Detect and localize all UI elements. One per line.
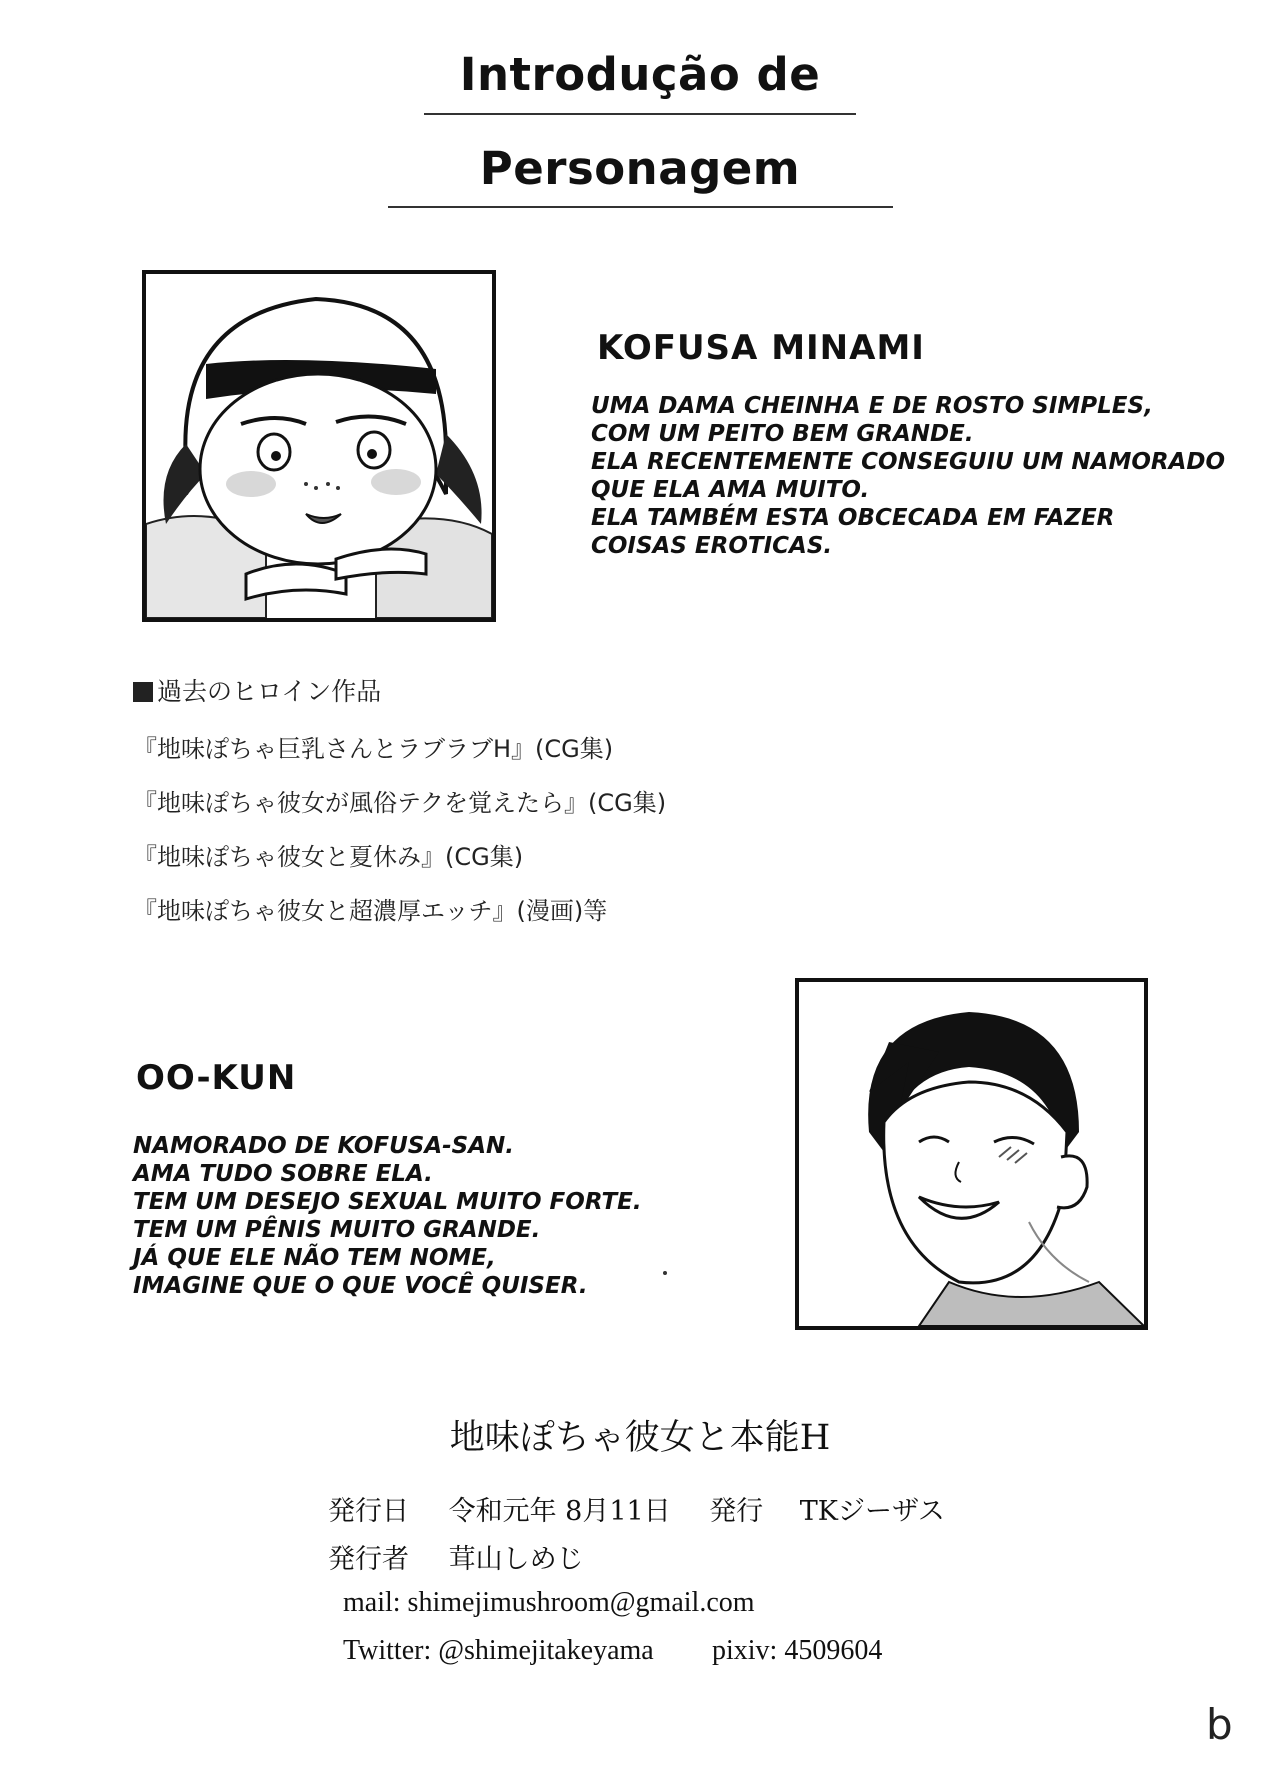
date-value: 令和元年 8月11日 xyxy=(448,1496,671,1527)
page-number: b xyxy=(1206,1700,1233,1749)
description-line: TEM UM DESEJO SEXUAL MUITO FORTE. xyxy=(133,1189,642,1215)
author-label: 発行者 xyxy=(328,1544,409,1575)
past-work-item: 『地味ぽちゃ彼女と夏休み』(CG集) xyxy=(133,843,524,871)
character-name-kofusa: KOFUSA MINAMI xyxy=(597,328,925,368)
contact-twitter: Twitter: @shimejitakeyama xyxy=(343,1635,654,1666)
description-line: IMAGINE QUE O QUE VOCÊ QUISER. xyxy=(133,1273,588,1299)
page-title-line-1: Introdução de xyxy=(459,48,821,101)
date-label: 発行日 xyxy=(328,1496,409,1527)
contact-pixiv: pixiv: 4509604 xyxy=(712,1635,883,1666)
description-line: TEM UM PÊNIS MUITO GRANDE. xyxy=(133,1217,541,1243)
title-underline-1 xyxy=(424,113,856,115)
author-row xyxy=(328,1537,584,1576)
description-line: ELA RECENTEMENTE CONSEGUIU UM NAMORADO xyxy=(591,449,1226,475)
description-line: JÁ QUE ELE NÃO TEM NOME, xyxy=(133,1245,496,1271)
square-bullet-icon xyxy=(133,682,153,702)
author-value: 茸山しめじ xyxy=(448,1544,584,1575)
book-title: 地味ぽちゃ彼女と本能H xyxy=(449,1418,831,1458)
character-description-oo-kun xyxy=(133,1132,642,1300)
past-works-list xyxy=(133,672,666,945)
description-line: UMA DAMA CHEINHA E DE ROSTO SIMPLES, xyxy=(591,393,1153,419)
description-line: QUE ELA AMA MUITO. xyxy=(591,477,870,503)
ink-speck xyxy=(663,1271,667,1275)
description-line: COISAS EROTICAS. xyxy=(591,533,833,559)
description-line: COM UM PEITO BEM GRANDE. xyxy=(591,421,974,447)
publisher-label: 発行 xyxy=(709,1496,764,1527)
past-works-heading: 過去のヒロイン作品 xyxy=(133,672,666,708)
publisher-value: TKジーザス xyxy=(799,1496,945,1527)
character-name-oo-kun: OO-KUN xyxy=(136,1058,297,1098)
page-title-line-2: Personagem xyxy=(479,142,801,195)
contact-mail: mail: shimejimushroom@gmail.com xyxy=(343,1587,755,1618)
character-description-kofusa xyxy=(591,392,1225,560)
description-line: AMA TUDO SOBRE ELA. xyxy=(133,1161,433,1187)
kofusa-portrait xyxy=(142,270,496,622)
past-work-item: 『地味ぽちゃ彼女と超濃厚エッチ』(漫画)等 xyxy=(133,897,608,925)
description-line: NAMORADO DE KOFUSA-SAN. xyxy=(133,1133,515,1159)
oo-kun-portrait xyxy=(795,978,1148,1330)
past-work-item: 『地味ぽちゃ彼女が風俗テクを覚えたら』(CG集) xyxy=(133,789,667,817)
description-line: ELA TAMBÉM ESTA OBCECADA EM FAZER xyxy=(591,505,1115,531)
past-work-item: 『地味ぽちゃ巨乳さんとラブラブH』(CG集) xyxy=(133,735,614,763)
publication-date-row xyxy=(328,1489,945,1528)
title-underline-2 xyxy=(388,206,893,208)
